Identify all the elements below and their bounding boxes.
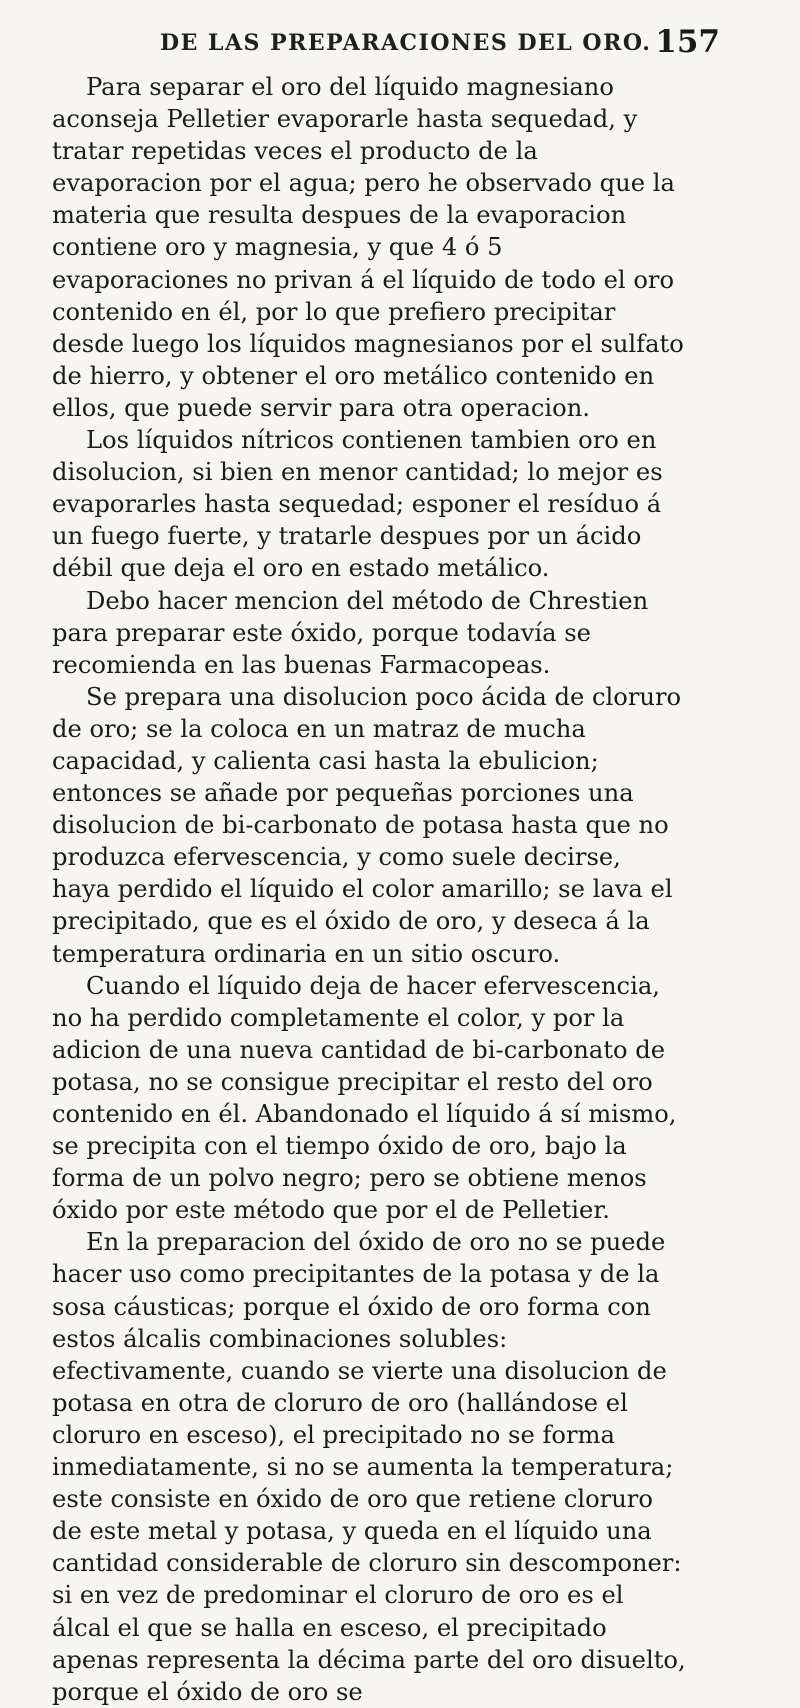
paragraph-3: Debo hacer mencion del método de Chrestien para preparar este óxido, porque todavía se recomienda en las buenas Farmacopeas. bbox=[52, 586, 649, 679]
paragraph-4: Se prepara una disolucion poco ácida de cloruro de oro; se la coloca en un matraz de mucha capacidad, y calienta casi hasta la ebulicion; entonces se añade por pequeñas porciones una disolucion de bi-carbonato de potasa hasta que no produzca efervescencia, y como suele decirse, haya perdido el líquido el color amarillo; se lava el precipitado, que es el óxido de oro, y deseca á la temperatura ordinaria en un sitio oscuro. bbox=[52, 682, 682, 968]
body-text bbox=[52, 71, 686, 1708]
running-head: DE LAS PREPARACIONES DEL ORO. bbox=[160, 30, 652, 56]
page-number: 157 bbox=[655, 24, 720, 60]
paragraph-6: En la preparacion del óxido de oro no se puede hacer uso como precipitantes de la potasa y de la sosa cáusticas; porque el óxido de oro forma con estos álcalis combinaciones solubles: efectivamente, cuando se vierte una disolucion de potasa en otra de cloruro de oro (hallándose el cloruro en esceso), el precipitado no se forma inmediatamente, si no se aumenta la temperatura; este consiste en óxido de oro que retiene cloruro de este metal y potasa, y queda en el líquido una cantidad considerable de cloruro sin descomponer: si en vez de predominar el cloruro de oro es el álcal el que se halla en esceso, el precipitado apenas representa la décima parte del oro disuelto, porque el óxido de oro se bbox=[52, 1228, 686, 1706]
paragraph-5: Cuando el líquido deja de hacer efervescencia, no ha perdido completamente el color, y por la adicion de una nueva cantidad de bi-carbonato de potasa, no se consigue precipitar el resto del oro contenido en él. Abandonado el líquido á sí mismo, se precipita con el tiempo óxido de oro, bajo la forma de un polvo negro; pero se obtiene menos óxido por este método que por el de Pelletier. bbox=[52, 971, 677, 1225]
page-header bbox=[160, 26, 720, 66]
paragraph-1: Para separar el oro del líquido magnesiano aconseja Pelletier evaporarle hasta sequedad, y tratar repetidas veces el producto de la evaporacion por el agua; pero he observado que la materia que resulta despues de la evaporacion contiene oro y magnesia, y que 4 ó 5 evaporaciones no privan á el líquido de todo el oro contenido en él, por lo que prefiero precipitar desde luego los líquidos magnesianos por el sulfato de hierro, y obtener el oro metálico contenido en ellos, que puede servir para otra operacion. bbox=[52, 73, 684, 422]
paragraph-2: Los líquidos nítricos contienen tambien oro en disolucion, si bien en menor cantidad; lo mejor es evaporarles hasta sequedad; esponer el resíduo á un fuego fuerte, y tratarle despues por un ácido débil que deja el oro en estado metálico. bbox=[52, 426, 663, 583]
